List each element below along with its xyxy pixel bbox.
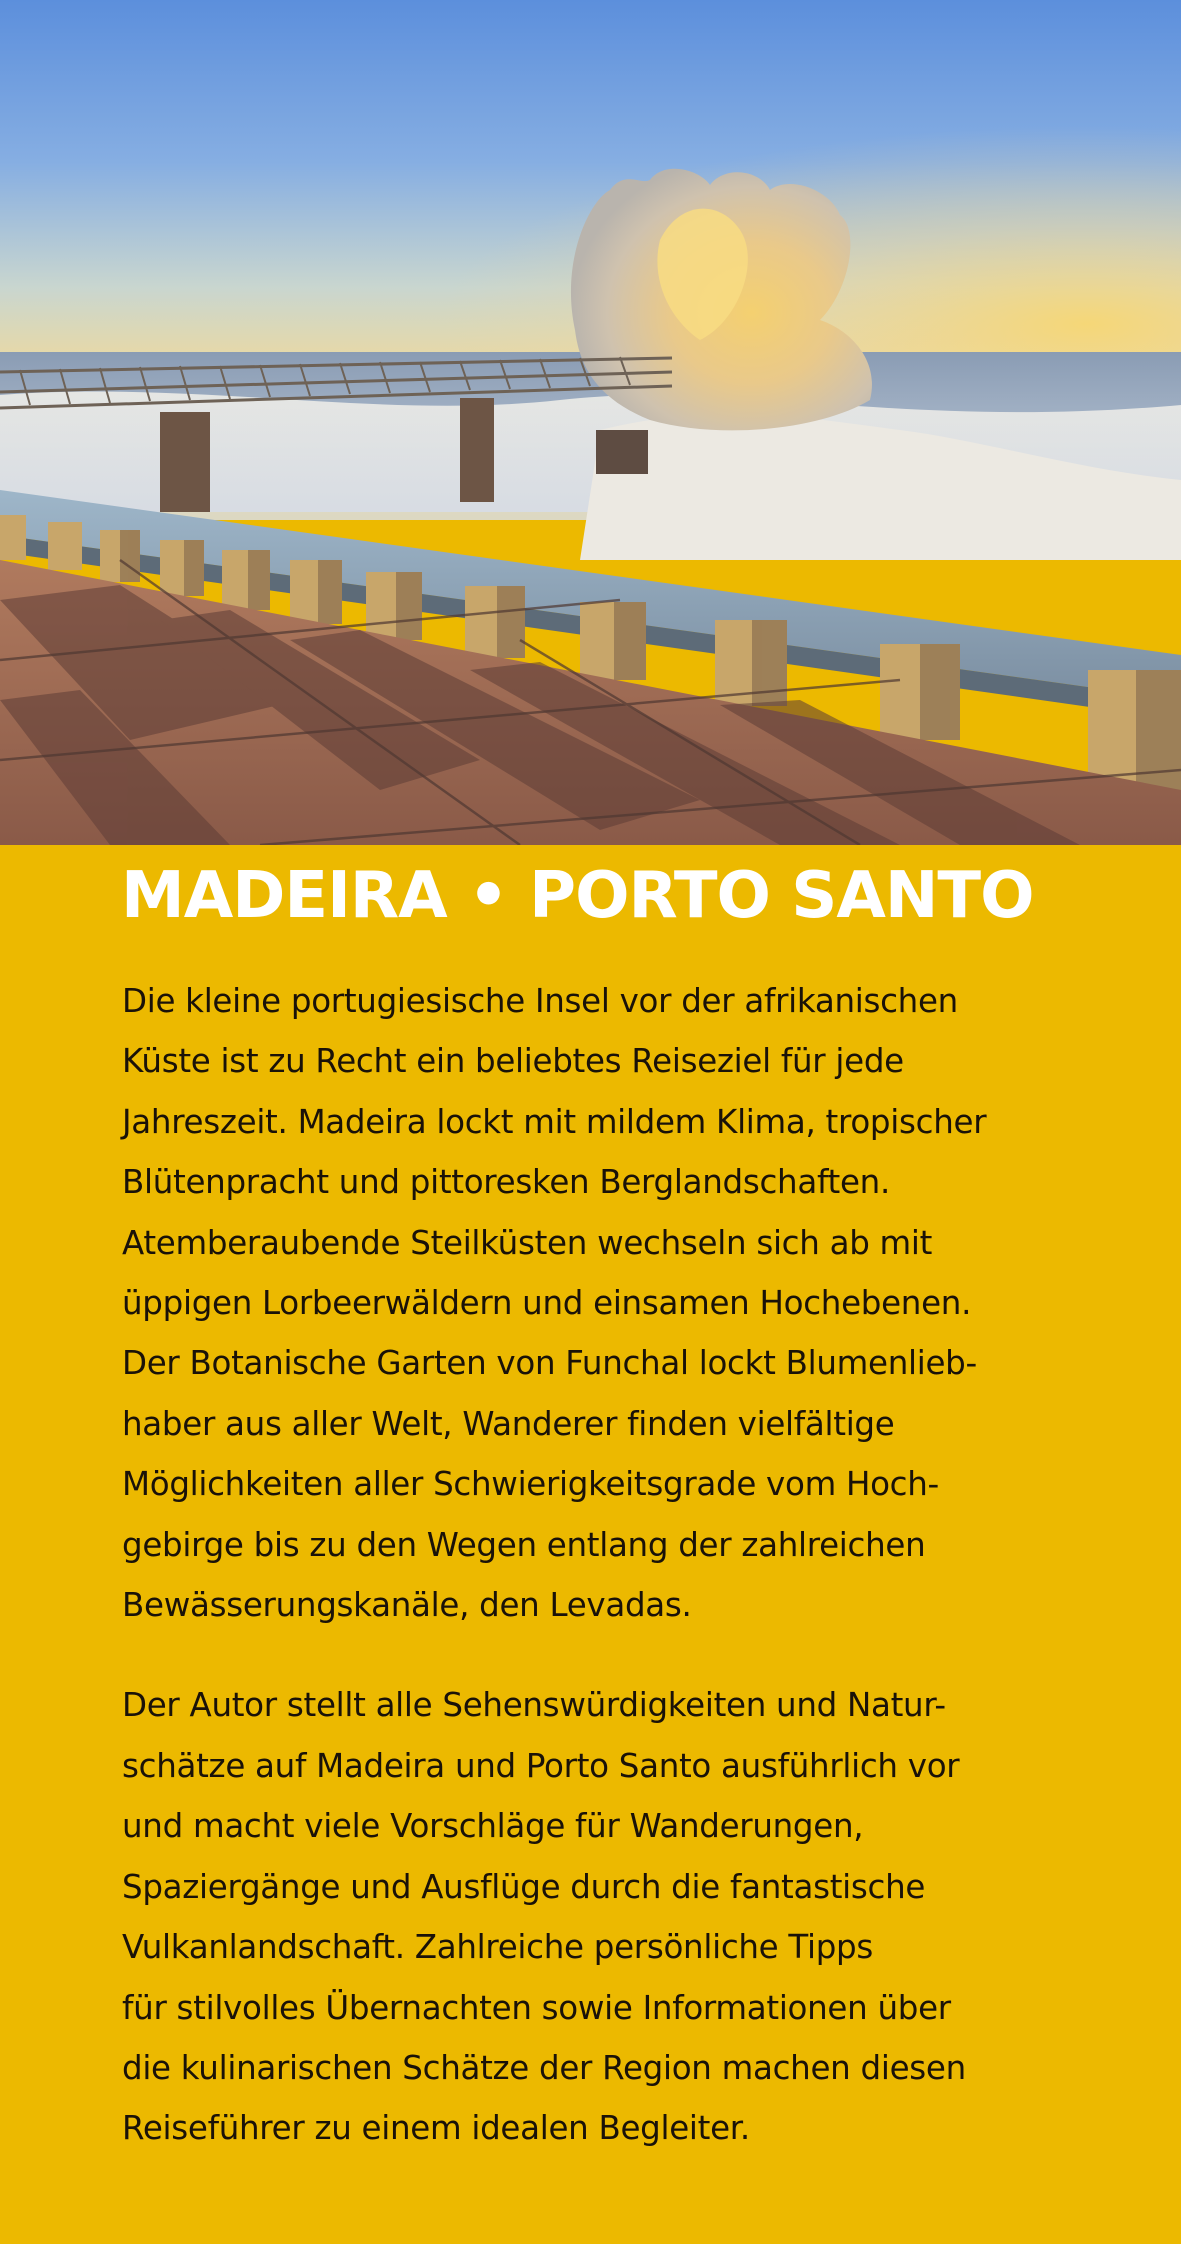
- paragraph-line: schätze auf Madeira und Porto Santo ausführlich vor: [122, 1746, 960, 1785]
- paragraph-line: Atemberaubende Steilküsten wechseln sich ab mit: [122, 1223, 933, 1262]
- paragraph-line: Die kleine portugiesische Insel vor der afrikanischen: [122, 982, 958, 1020]
- paragraph-line: für stilvolles Übernachten sowie Informationen über: [122, 1988, 951, 2027]
- paragraph-line: Küste ist zu Recht ein beliebtes Reiseziel für jede: [122, 1042, 904, 1081]
- paragraph-line: Blütenpracht und pittoresken Berglandschaften.: [122, 1163, 890, 1202]
- paragraph-line: Bewässerungskanäle, den Levadas.: [122, 1586, 692, 1625]
- paragraph-line: Der Botanische Garten von Funchal lockt Blumenlieb-: [122, 1344, 977, 1383]
- paragraph-line: die kulinarischen Schätze der Region machen diesen: [122, 2048, 966, 2087]
- cover-photo: [0, 0, 1181, 845]
- destination-title: MADEIRA • PORTO SANTO: [121, 859, 1034, 933]
- paragraph-line: Spaziergänge und Ausflüge durch die fantastische: [122, 1867, 926, 1906]
- paragraph-line: Reiseführer zu einem idealen Begleiter.: [122, 2109, 750, 2148]
- paragraph-line: und macht viele Vorschläge für Wanderungen,: [122, 1807, 864, 1846]
- description-panel: [0, 845, 1181, 2244]
- description-paragraph: [122, 971, 1102, 1635]
- paragraph-line: gebirge bis zu den Wegen entlang der zahlreichen: [122, 1525, 926, 1564]
- paragraph-line: Jahreszeit. Madeira lockt mit mildem Klima, tropischer: [122, 1102, 987, 1141]
- description-paragraph: [122, 1675, 1102, 2158]
- paragraph-line: Der Autor stellt alle Sehenswürdigkeiten und Natur-: [122, 1686, 946, 1725]
- paragraph-line: Möglichkeiten aller Schwierigkeitsgrade vom Hoch-: [122, 1465, 939, 1504]
- description-text: [122, 971, 1102, 2159]
- paragraph-line: üppigen Lorbeerwäldern und einsamen Hochebenen.: [122, 1284, 972, 1323]
- paragraph-line: Vulkanlandschaft. Zahlreiche persönliche Tipps: [122, 1928, 873, 1967]
- paragraph-line: haber aus aller Welt, Wanderer finden vielfältige: [122, 1404, 895, 1443]
